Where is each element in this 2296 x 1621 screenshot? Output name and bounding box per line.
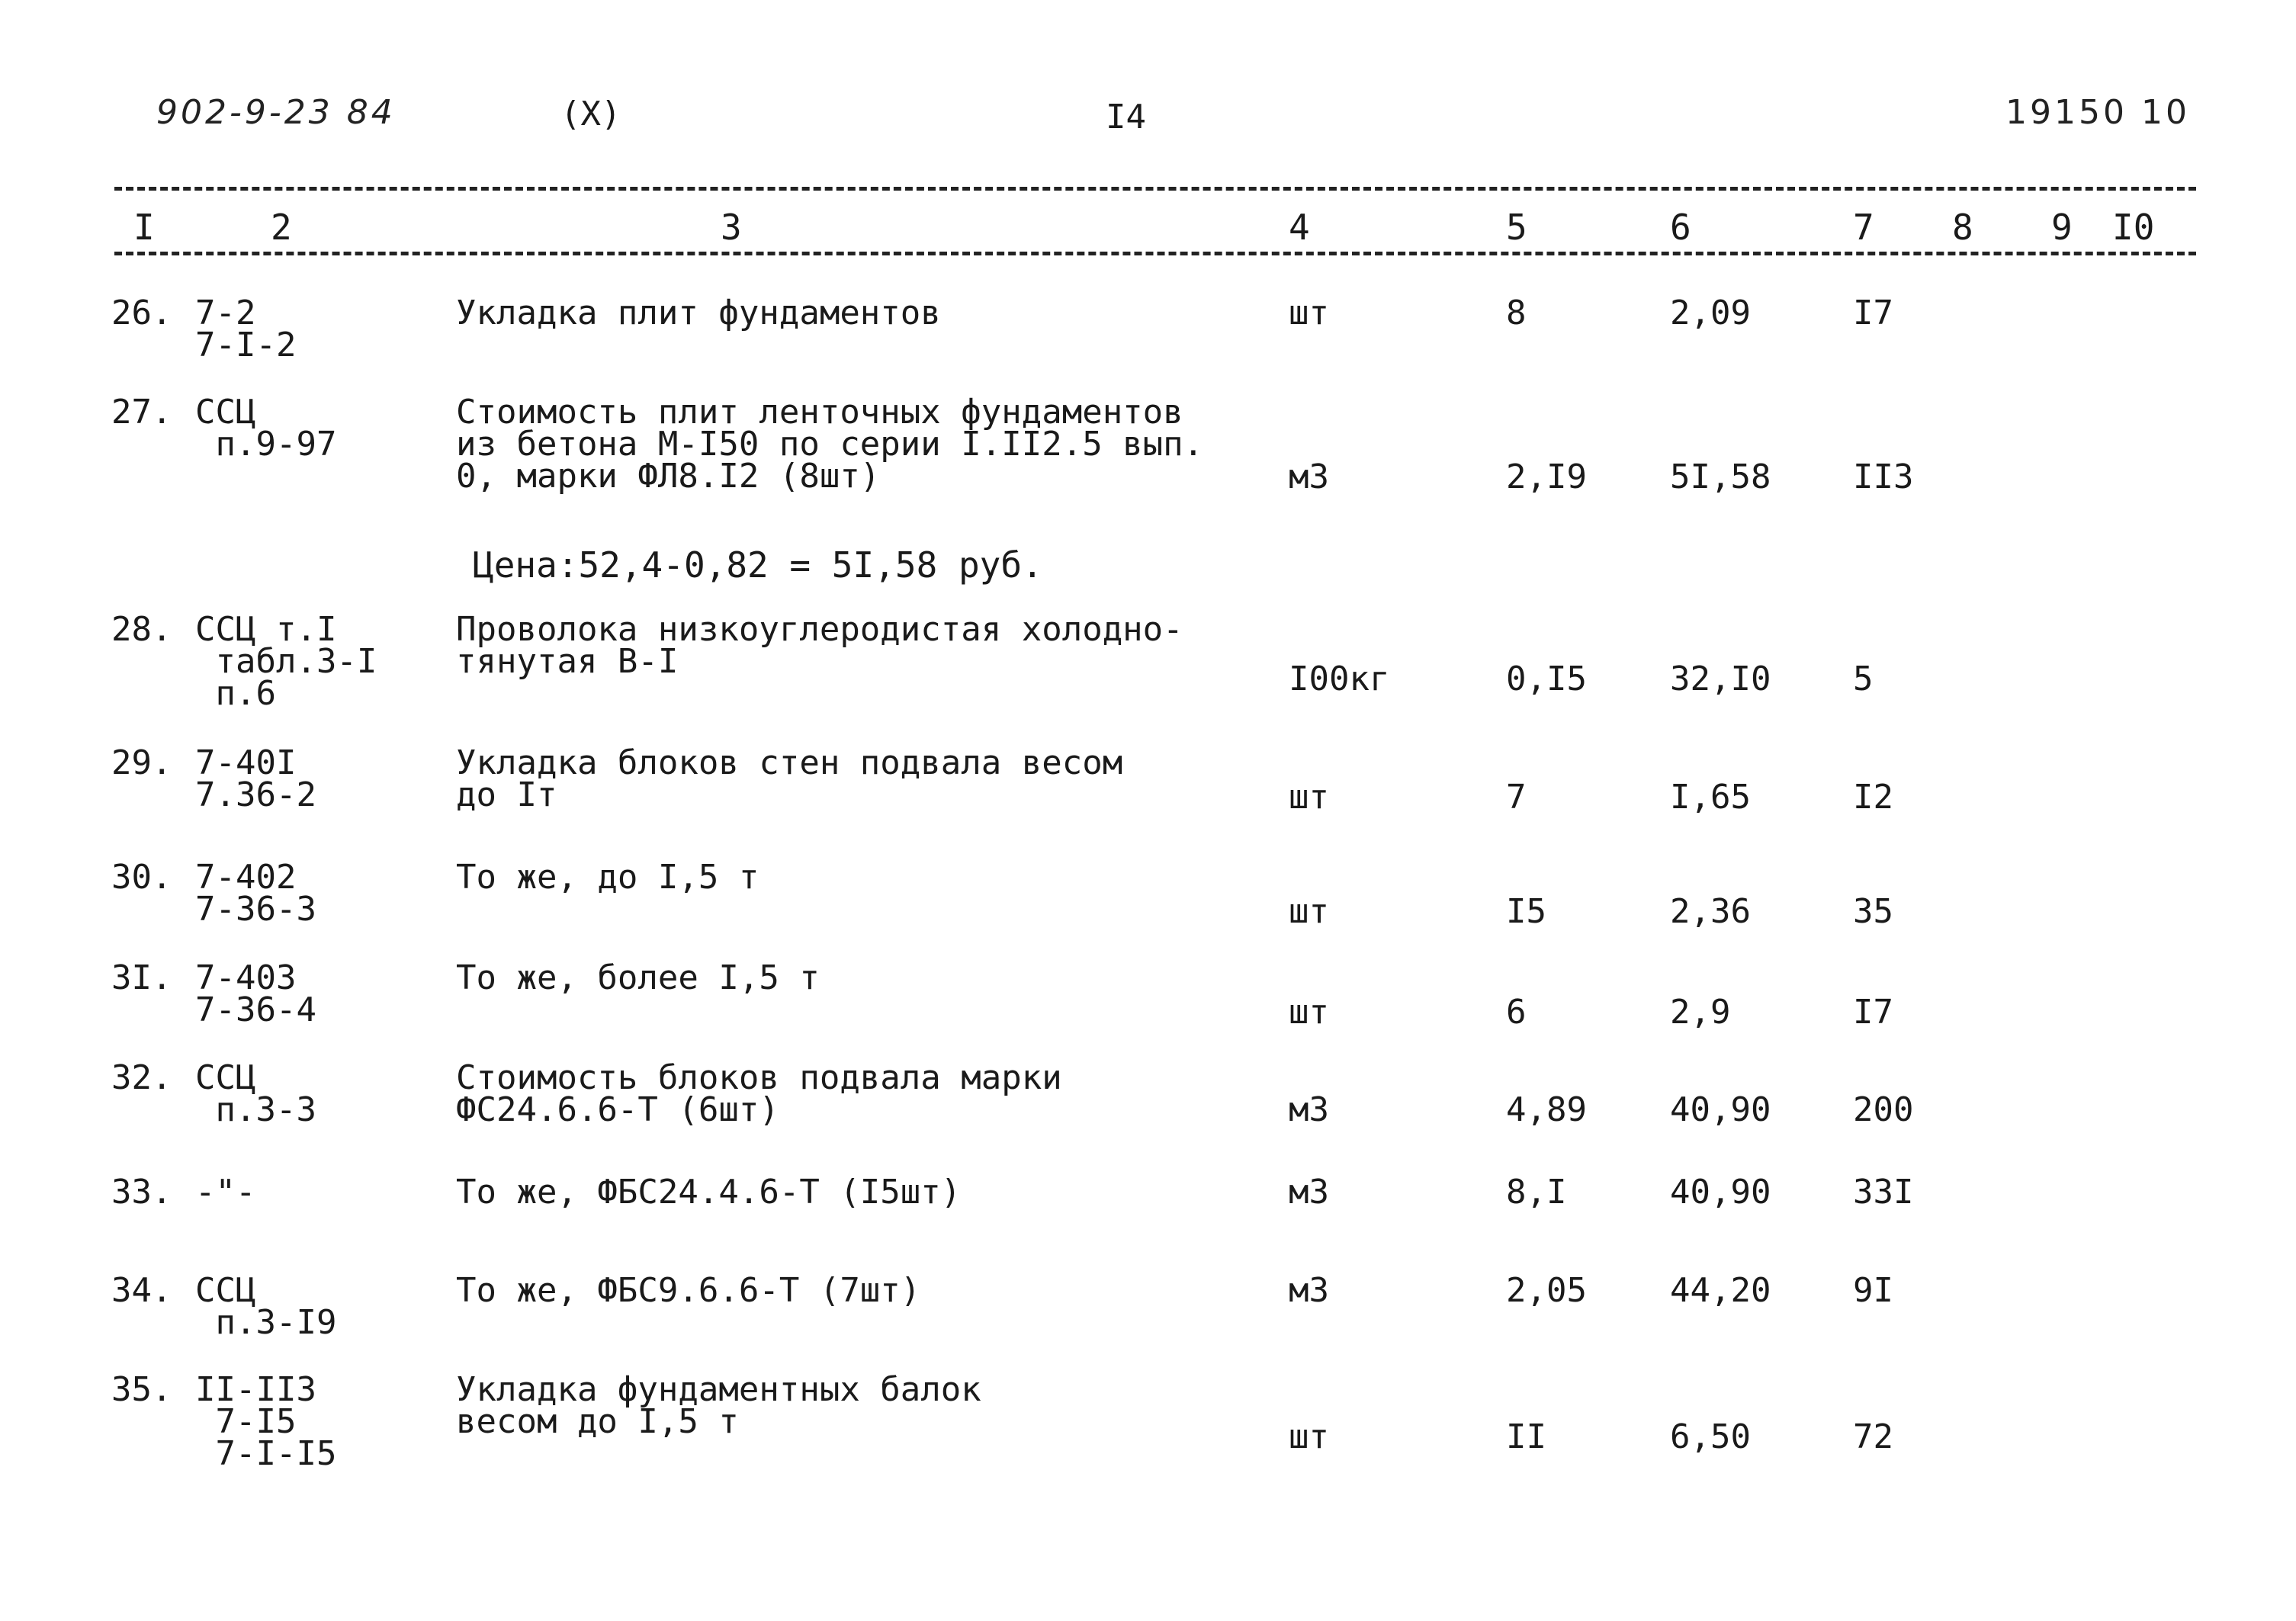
archive-number: 19150 10: [2005, 93, 2190, 132]
row-unit: м3: [1289, 1173, 1329, 1212]
row-code: ССЦ п.9-97: [195, 393, 337, 464]
row-quantity: 2,I9: [1506, 457, 1587, 496]
row-total: 72: [1853, 1417, 1893, 1456]
column-number-4: 4: [1289, 207, 1310, 248]
row-code: ССЦ п.3-3: [195, 1058, 316, 1129]
row-unit: I00кг: [1289, 660, 1390, 698]
row-unit-price: 2,36: [1670, 892, 1751, 931]
row-unit: м3: [1289, 1271, 1329, 1310]
row-description: Стоимость плит ленточных фундаментов из бетона М-I50 по серии I.II2.5 вып. 0, марки ФЛ8.I2 (8шт): [456, 393, 1204, 496]
row-total: 35: [1853, 892, 1893, 931]
row-description: Укладка плит фундаментов: [456, 294, 941, 332]
row-description: Проволока низкоуглеродистая холодно- тянутая В-I: [456, 610, 1183, 681]
header-rule-top: [114, 187, 2196, 191]
row-description: То же, до I,5 т: [456, 858, 759, 897]
row-number: 35.: [111, 1370, 172, 1409]
row-quantity: 8: [1506, 294, 1527, 332]
row-unit-price: 44,20: [1670, 1271, 1771, 1310]
row-unit-price: I,65: [1670, 778, 1751, 817]
row-unit: шт: [1289, 993, 1329, 1032]
row-unit-price: 40,90: [1670, 1090, 1771, 1129]
row-unit: шт: [1289, 778, 1329, 817]
row-unit-price: 2,9: [1670, 993, 1731, 1032]
row-unit: м3: [1289, 1090, 1329, 1129]
row-quantity: II: [1506, 1417, 1546, 1456]
row-unit-price: 2,09: [1670, 294, 1751, 332]
row-code: II-II3 7-I5 7-I-I5: [195, 1370, 337, 1473]
row-quantity: 0,I5: [1506, 660, 1587, 698]
row-code: -"-: [195, 1173, 256, 1212]
row-quantity: 8,I: [1506, 1173, 1567, 1212]
column-number-7: 7: [1853, 207, 1874, 248]
row-quantity: 4,89: [1506, 1090, 1587, 1129]
row-unit-price: 6,50: [1670, 1417, 1751, 1456]
row-number: 33.: [111, 1173, 172, 1212]
row-code: 7-402 7-36-3: [195, 858, 316, 929]
row-number: 32.: [111, 1058, 172, 1097]
row-unit: шт: [1289, 892, 1329, 931]
row-code: ССЦ п.3-I9: [195, 1271, 337, 1342]
doc-mark: (X): [560, 95, 621, 133]
row-total: I7: [1853, 294, 1893, 332]
row-description: То же, более I,5 т: [456, 958, 820, 997]
row-number: 26.: [111, 294, 172, 332]
row-unit-price: 5I,58: [1670, 457, 1771, 496]
page-number: I4: [1106, 98, 1146, 136]
row-unit: м3: [1289, 457, 1329, 496]
row-number: 29.: [111, 743, 172, 782]
row-total: 9I: [1853, 1271, 1893, 1310]
row-total: 5: [1853, 660, 1874, 698]
row-number: 3I.: [111, 958, 172, 997]
column-number-1: I: [133, 207, 155, 248]
row-number: 34.: [111, 1271, 172, 1310]
row-description: То же, ФБС9.6.6-Т (7шт): [456, 1271, 921, 1310]
row-total: I2: [1853, 778, 1893, 817]
row-quantity: 7: [1506, 778, 1527, 817]
column-number-9: 9: [2051, 207, 2073, 248]
price-note: Цена:52,4-0,82 = 5I,58 руб.: [473, 544, 1043, 586]
row-unit-price: 32,I0: [1670, 660, 1771, 698]
row-number: 30.: [111, 858, 172, 897]
row-quantity: I5: [1506, 892, 1546, 931]
row-quantity: 2,05: [1506, 1271, 1587, 1310]
row-code: 7-40I 7.36-2: [195, 743, 316, 814]
column-number-5: 5: [1506, 207, 1527, 248]
row-unit: шт: [1289, 1417, 1329, 1456]
column-number-3: 3: [721, 207, 742, 248]
row-unit: шт: [1289, 294, 1329, 332]
header-rule-bottom: [114, 252, 2196, 255]
row-unit-price: 40,90: [1670, 1173, 1771, 1212]
row-description: Укладка фундаментных балок весом до I,5 т: [456, 1370, 981, 1441]
column-number-8: 8: [1952, 207, 1973, 248]
row-description: То же, ФБС24.4.6-Т (I5шт): [456, 1173, 962, 1212]
row-total: 33I: [1853, 1173, 1914, 1212]
row-code: 7-403 7-36-4: [195, 958, 316, 1029]
row-description: Укладка блоков стен подвала весом до Iт: [456, 743, 1123, 814]
row-description: Стоимость блоков подвала марки ФС24.6.6-Т (6шт): [456, 1058, 1062, 1129]
row-total: II3: [1853, 457, 1914, 496]
row-number: 28.: [111, 610, 172, 649]
row-number: 27.: [111, 393, 172, 432]
row-total: 200: [1853, 1090, 1914, 1129]
row-total: I7: [1853, 993, 1893, 1032]
column-number-6: 6: [1670, 207, 1691, 248]
row-quantity: 6: [1506, 993, 1527, 1032]
column-number-10: I0: [2112, 207, 2155, 248]
row-code: 7-2 7-I-2: [195, 294, 297, 364]
row-code: ССЦ т.I табл.3-I п.6: [195, 610, 377, 713]
doc-code: 902-9-23 84: [156, 93, 396, 132]
column-number-2: 2: [271, 207, 292, 248]
